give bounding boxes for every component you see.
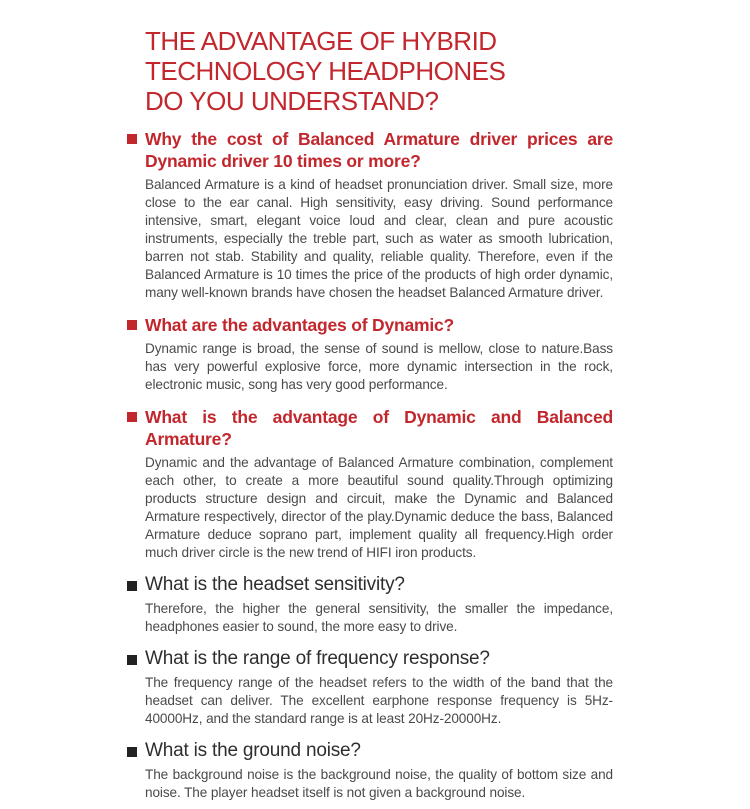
page-title — [145, 0, 613, 116]
page-title-line-3: DO YOU UNDERSTAND? — [145, 86, 439, 116]
section-heading — [145, 314, 613, 336]
section-headset-sensitivity — [145, 574, 613, 636]
square-bullet-icon — [127, 134, 137, 144]
section-heading-text: What is the range of frequency response? — [145, 648, 490, 669]
square-bullet-icon — [127, 581, 137, 591]
section-body-text: Therefore, the higher the general sensitivity, the smaller the impedance, headphones easier to sound, the more easy to drive. — [145, 601, 613, 634]
section-advantage-dynamic-and-ba — [145, 406, 613, 562]
section-ground-noise — [145, 740, 613, 802]
section-heading — [145, 574, 613, 596]
section-body-text: Dynamic range is broad, the sense of sound is mellow, close to nature.Bass has very powerful explosive force, more dynamic intersection in the rock, electronic music, song has very good performance. — [145, 341, 613, 392]
section-heading — [145, 128, 613, 172]
section-heading-text: What is the headset sensitivity? — [145, 574, 405, 595]
content-column — [145, 0, 613, 809]
page-title-line-2: TECHNOLOGY HEADPHONES — [145, 56, 506, 86]
section-body-text: The frequency range of the headset refers to the width of the band that the headset can deliver. The excellent earphone response frequency is 5Hz-40000Hz, and the standard range is at least 20Hz-20000Hz. — [145, 675, 613, 726]
section-heading-text: What are the advantages of Dynamic? — [145, 315, 455, 335]
section-heading-text: What is the ground noise? — [145, 740, 361, 761]
page-title-line-1: THE ADVANTAGE OF HYBRID — [145, 26, 497, 56]
section-body-text: Balanced Armature is a kind of headset pronunciation driver. Small size, more close to the ear canal. High sensitivity, easy driving. Sound performance intensive, smart, elegant voice loud and clear, clean and pure acoustic instruments, especially the treble part, such as water as smooth lubrication, barren not stab. Stability and quality, reliable quality. Therefore, even if the Balanced Armature is 10 times the price of the products of high order dynamic, many well-known brands have chosen the headset Balanced Armature driver. — [145, 177, 613, 300]
section-advantages-of-dynamic — [145, 314, 613, 394]
section-heading-text: Why the cost of Balanced Armature driver prices are Dynamic driver 10 times or more? — [145, 129, 613, 171]
section-heading — [145, 740, 613, 762]
section-heading — [145, 406, 613, 450]
square-bullet-icon — [127, 320, 137, 330]
section-heading — [145, 648, 613, 670]
section-body-text: The background noise is the background noise, the quality of bottom size and noise. The player headset itself is not given a background noise. — [145, 767, 613, 800]
square-bullet-icon — [127, 655, 137, 665]
section-balanced-armature-cost — [145, 128, 613, 302]
square-bullet-icon — [127, 747, 137, 757]
square-bullet-icon — [127, 412, 137, 422]
section-heading-text: What is the advantage of Dynamic and Balanced Armature? — [145, 407, 613, 449]
section-frequency-response — [145, 648, 613, 728]
section-body-text: Dynamic and the advantage of Balanced Armature combination, complement each other, to create a more beautiful sound quality.Through optimizing products structure design and circuit, make the Dynamic and Balanced Armature respectively, director of the play.Dynamic deduce the bass, Balanced Armature deduce soprano part, implement quality all frequency.High order much driver circle is the new trend of HIFI iron products. — [145, 455, 613, 560]
